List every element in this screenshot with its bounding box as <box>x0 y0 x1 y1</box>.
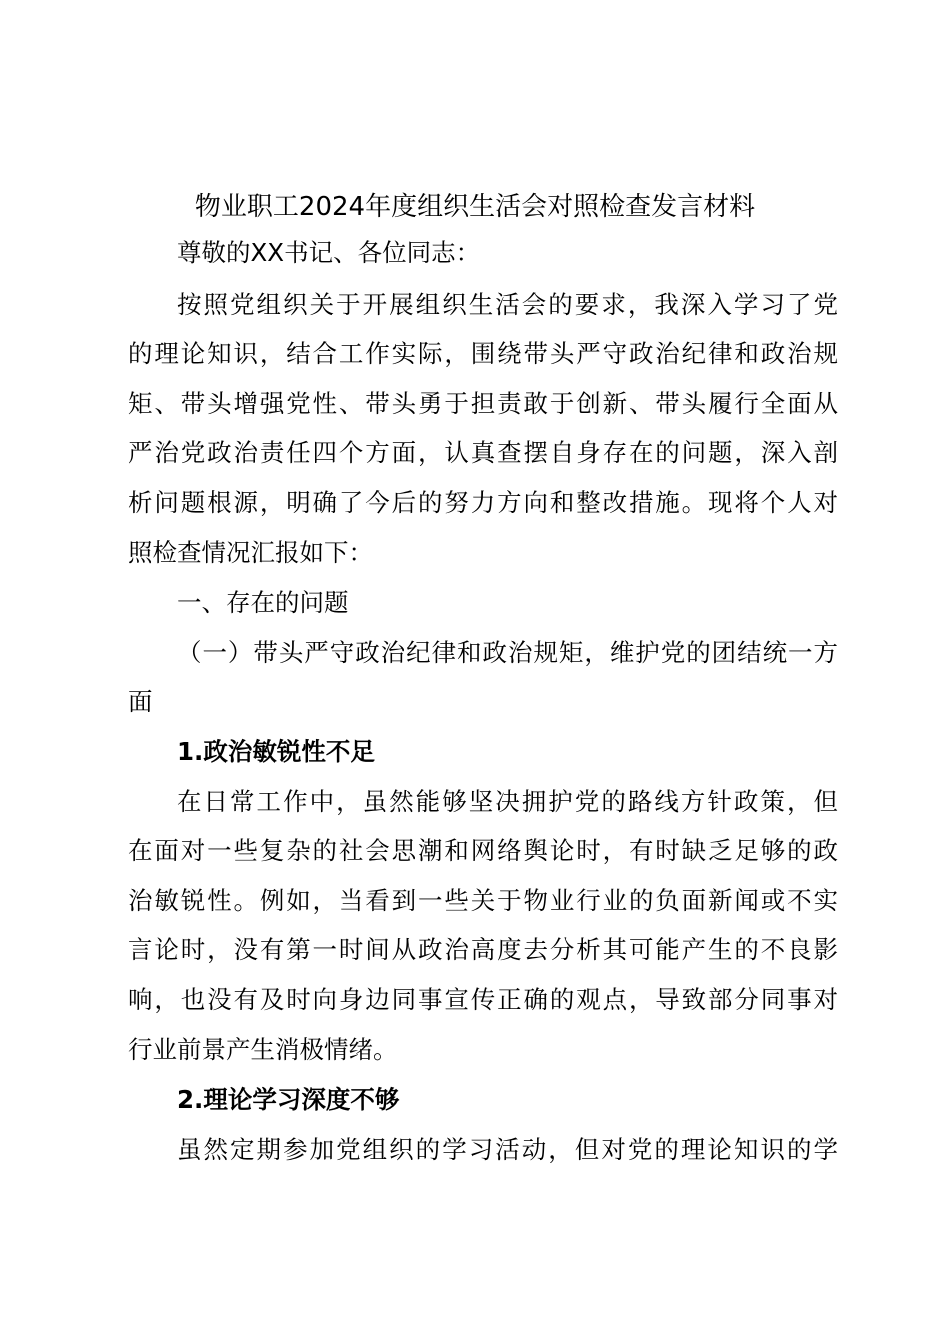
intro-line-3: 矩、带头增强党性、带头勇于担责敢于创新、带头履行全面从 <box>128 389 838 418</box>
intro-line-4: 严治党政治责任四个方面，认真查摆自身存在的问题，深入剖 <box>128 438 838 467</box>
section-heading: 一、存在的问题 <box>177 588 349 617</box>
item-1-heading: 1.政治敏锐性不足 <box>177 737 375 766</box>
item-1-line-6: 行业前景产生消极情绪。 <box>128 1035 398 1064</box>
intro-line-2: 的理论知识，结合工作实际，围绕带头严守政治纪律和政治规 <box>128 339 838 368</box>
subsection-heading-line-1: （一）带头严守政治纪律和政治规矩，维护党的团结统一方 <box>177 638 838 667</box>
intro-line-1: 按照党组织关于开展组织生活会的要求，我深入学习了党 <box>177 290 838 319</box>
item-1-line-4: 言论时，没有第一时间从政治高度去分析其可能产生的不良影 <box>128 935 838 964</box>
item-2-heading: 2.理论学习深度不够 <box>177 1085 400 1114</box>
subsection-heading-line-2: 面 <box>128 687 153 716</box>
document-title: 物业职工2024年度组织生活会对照检查发言材料 <box>194 192 756 222</box>
item-2-line-1: 虽然定期参加党组织的学习活动，但对党的理论知识的学 <box>177 1135 838 1164</box>
item-1-line-2: 在面对一些复杂的社会思潮和网络舆论时，有时缺乏足够的政 <box>128 836 838 865</box>
intro-line-5: 析问题根源，明确了今后的努力方向和整改措施。现将个人对 <box>128 488 838 517</box>
intro-line-6: 照检查情况汇报如下： <box>128 538 373 567</box>
item-1-line-3: 治敏锐性。例如，当看到一些关于物业行业的负面新闻或不实 <box>128 886 838 915</box>
item-1-line-1: 在日常工作中，虽然能够坚决拥护党的路线方针政策，但 <box>177 787 838 816</box>
salutation: 尊敬的XX书记、各位同志： <box>177 238 481 267</box>
item-1-line-5: 响，也没有及时向身边同事宣传正确的观点，导致部分同事对 <box>128 985 838 1014</box>
